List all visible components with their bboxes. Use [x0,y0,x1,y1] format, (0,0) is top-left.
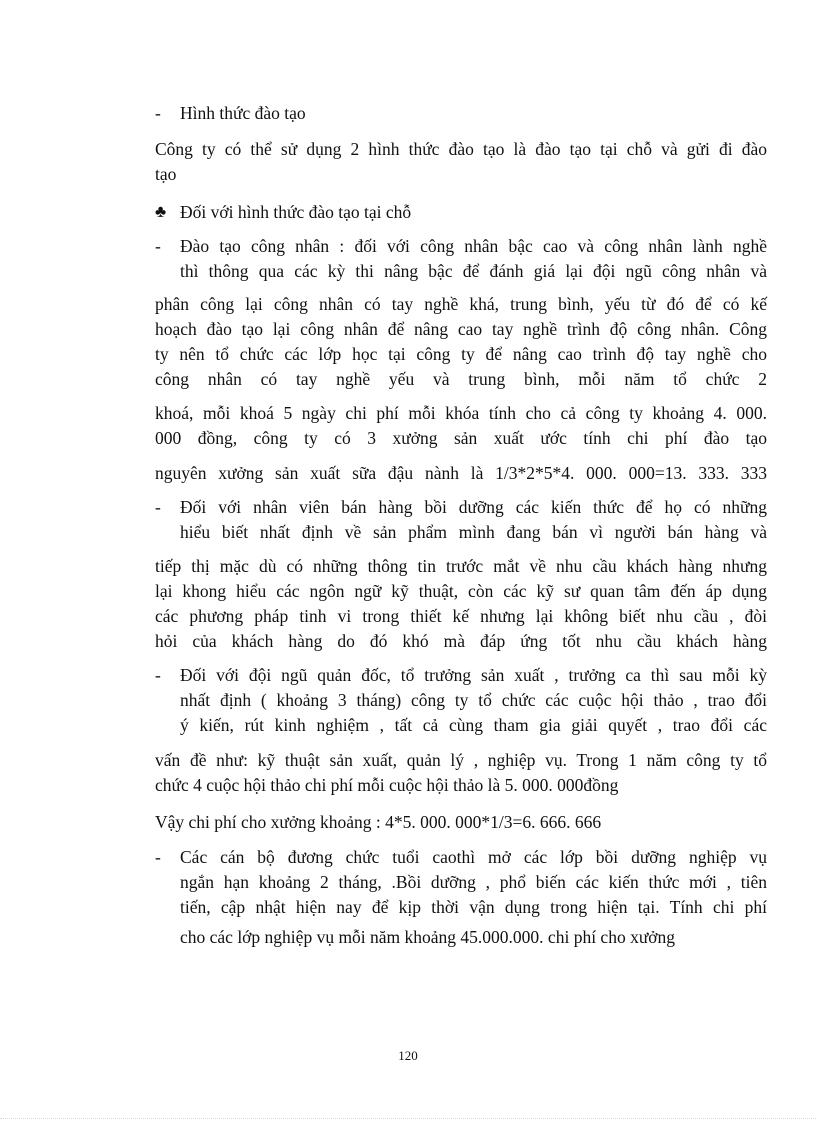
item1-bullet: - [155,236,161,256]
item3-cont-1: vấn đề như: kỹ thuật sản xuất, quản lý , nghiệp vụ. Trong 1 năm công ty tổ [155,750,767,770]
intro-line-2: tạo [155,164,177,184]
item4-line-3: tiến, cập nhật hiện nay để kịp thời vận dụng trong hiện tại. Tính chi phí [180,897,767,917]
cost-summary: Vậy chi phí cho xưởng khoảng : 4*5. 000. 000*1/3=6. 666. 666 [155,812,602,832]
heading-bullet: - [155,103,161,123]
page-number: 120 [398,1048,418,1063]
item4-bullet: - [155,847,161,867]
item3-line-2: nhất định ( khoảng 3 tháng) công ty tổ chức các cuộc hội thảo , trao đổi [180,690,767,710]
item1-cont-3: ty nên tổ chức các lớp học tại công ty để nâng cao trình độ tay nghề cho [155,344,767,364]
item2-bullet: - [155,497,161,517]
item1-cont-2: hoạch đào tạo lại công nhân để nâng cao tay nghề trình độ công nhân. Công [155,319,767,339]
item1-line-2: thì thông qua các kỳ thi nâng bậc để đánh giá lại đội ngũ công nhân và [180,261,767,281]
item3-line-3: ý kiến, rút kinh nghiệm , tất cả cùng tham gia giải quyết , trao đổi các [180,715,767,735]
item1-line-1: Đào tạo công nhân : đối với công nhân bậc cao và công nhân lành nghề [180,236,767,256]
item4-line-1: Các cán bộ đương chức tuổi caothì mở các lớp bồi dưỡng nghiệp vụ [180,847,767,867]
item2-cont-1: tiếp thị mặc dù có những thông tin trước mắt về nhu cầu khách hàng nhưng [155,556,767,576]
item3-bullet: - [155,665,161,685]
club-bullet-icon: ♣ [155,202,167,221]
page-bottom-edge [0,1118,816,1119]
item1-cont-6: 000 đồng, công ty có 3 xưởng sản xuất ước tính chi phí đào tạo [155,428,767,448]
item2-cont-3: các phương pháp tinh vi trong thiết kế nhưng lại không biết nhu cầu , đòi [155,606,767,626]
item2-line-2: hiểu biết nhất định về sản phẩm mình đang bán vì người bán hàng và [180,522,767,542]
item2-cont-2: lại khong hiểu các ngôn ngữ kỹ thuật, còn các kỹ sư quan tâm đến áp dụng [155,581,767,601]
item3-line-1: Đối với đội ngũ quản đốc, tổ trưởng sản xuất , trưởng ca thì sau mỗi kỳ [180,665,767,685]
item1-cont-1: phân công lại công nhân có tay nghề khá, trung bình, yếu từ đó để có kế [155,294,767,314]
item1-cont-5: khoá, mỗi khoá 5 ngày chi phí mỗi khóa tính cho cả công ty khoảng 4. 000. [155,403,767,423]
item2-cont-4: hỏi của khách hàng do đó khó mà đáp ứng tốt nhu cầu khách hàng [155,631,767,651]
intro-line-1: Công ty có thể sử dụng 2 hình thức đào tạo là đào tạo tại chỗ và gửi đi đào [155,139,767,159]
item3-cont-2: chức 4 cuộc hội thảo chi phí mỗi cuộc hội thảo là 5. 000. 000đồng [155,775,619,795]
subheading: Đối với hình thức đào tạo tại chỗ [180,202,412,222]
item1-cont-4: công nhân có tay nghề yếu và trung bình, mỗi năm tổ chức 2 [155,369,767,389]
section-heading: Hình thức đào tạo [180,103,306,123]
item2-line-1: Đối với nhân viên bán hàng bồi dưỡng các kiến thức để họ có những [180,497,767,517]
item4-line-2: ngắn hạn khoảng 2 tháng, .Bồi dưỡng , phổ biến các kiến thức mới , tiên [180,872,767,892]
item1-cont-7: nguyên xưởng sản xuất sữa đậu nành là 1/3*2*5*4. 000. 000=13. 333. 333 [155,463,767,483]
item4-line-4: cho các lớp nghiệp vụ mỗi năm khoảng 45.000.000. chi phí cho xưởng [180,927,676,947]
